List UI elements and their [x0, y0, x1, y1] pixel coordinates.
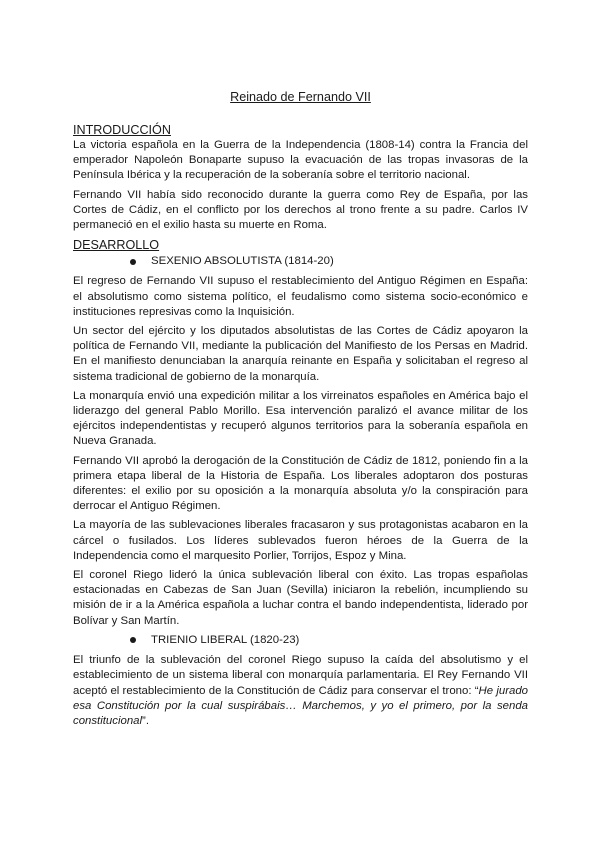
- trienio-text-end: ”.: [142, 714, 149, 727]
- section-sexenio-title: SEXENIO ABSOLUTISTA (1814-20): [151, 255, 334, 268]
- sexenio-paragraph: El coronel Riego lideró la única sublevación liberal con éxito. Las tropas españolas estacionadas en Cabezas de San Juan (Sevilla) iniciaron la rebelión, incumpliendo su misión de ir a la América española a luchar contra el bando independentista, liderado por Bolívar y San Martín.: [73, 569, 528, 627]
- introduction-heading: INTRODUCCIÓN: [73, 123, 171, 137]
- development-heading: DESARROLLO: [73, 238, 160, 253]
- sexenio-paragraph: Fernando VII aprobó la derogación de la Constitución de Cádiz de 1812, poniendo fin a la primera etapa liberal de la Historia de España. Los liberales adoptaron dos posturas diferentes: el exilio por su oposición a la monarquía absoluta y/o la conspiración para derrocar el Antiguo Régimen.: [73, 454, 528, 513]
- section-sexenio-bullet: [73, 254, 528, 269]
- king-quote: He jurado esa Constitución por la cual suspirábais… Marchemos, y yo el primero, por la senda constitucional: [73, 684, 528, 727]
- intro-paragraph: Fernando VII había sido reconocido durante la guerra como Rey de España, por las Cortes de Cádiz, en el conflicto por los derechos al trono frente a su padre. Carlos IV permaneció en el exilio hasta su muerte en Roma.: [73, 188, 528, 232]
- trienio-paragraph: [73, 653, 528, 729]
- bullet-dot-icon: [130, 259, 136, 265]
- intro-paragraph: La victoria española en la Guerra de la Independencia (1808-14) contra la Francia del emperador Napoleón Bonaparte supuso la evacuación de las tropas invasoras de la Península Ibérica y la recuperación de la soberanía sobre el territorio nacional.: [73, 139, 528, 182]
- sexenio-paragraph: La monarquía envió una expedición militar a los virreinatos españoles en América bajo el liderazgo del general Pablo Morillo. Esa intervención paralizó el avance militar de los ejércitos independentistas y recuperó algunos territorios para la soberanía española en Nueva Granada.: [73, 389, 528, 448]
- sexenio-paragraph: Un sector del ejército y los diputados absolutistas de las Cortes de Cádiz apoyaron la política de Fernando VII, mediante la publicación del Manifiesto de los Persas en Madrid. En el manifiesto denunciaban la anarquía reinante en España y solicitaban el regreso al sistema tradicional de gobierno de la monarquía.: [73, 325, 528, 383]
- bullet-dot-icon: [130, 637, 136, 643]
- section-trienio-bullet: [73, 633, 528, 648]
- sexenio-paragraph: La mayoría de las sublevaciones liberales fracasaron y sus protagonistas acabaron en la cárcel o fusilados. Los líderes sublevados fueron héroes de la Guerra de la Independencia como el marquesito Porlier, Torrijos, Espoz y Mina.: [73, 519, 528, 562]
- section-trienio-title: TRIENIO LIBERAL (1820-23): [151, 633, 300, 646]
- document-title: Reinado de Fernando VII: [230, 90, 371, 104]
- trienio-text: El triunfo de la sublevación del coronel Riego supuso la caída del absolutismo y el establecimiento de un sistema liberal con monarquía parlamentaria. El Rey Fernando VII aceptó el restablecimiento de la Constitución de Cádiz para conservar el trono: “: [73, 654, 528, 697]
- sexenio-paragraph: El regreso de Fernando VII supuso el restablecimiento del Antiguo Régimen en España: el absolutismo como sistema político, el feudalismo como sistema socio-económico e instituciones represivas como la Inquisición.: [73, 275, 528, 318]
